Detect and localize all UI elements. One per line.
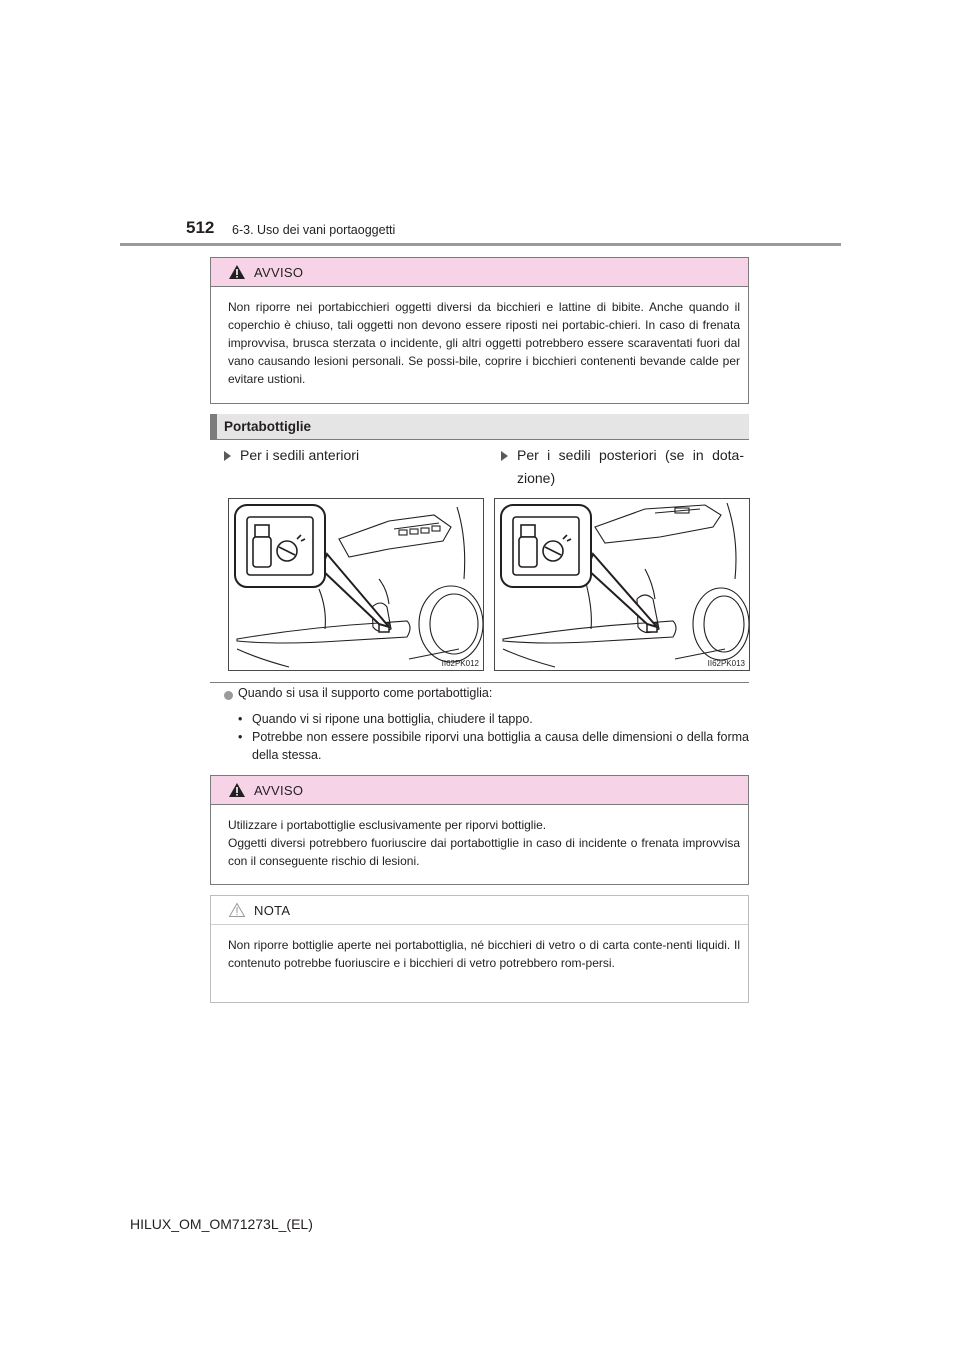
caption-arrow-icon	[224, 451, 231, 461]
header-rule	[120, 243, 841, 246]
door-bottle-holder-illustration	[229, 499, 483, 670]
warning-label: AVVISO	[254, 782, 304, 798]
figure-rear-bottle-holder	[494, 498, 750, 671]
warning-text-line2: Oggetti diversi potrebbero fuoriuscire dai portabottiglie in caso di incidente o frenata improvvisa con il conseguente rischio di lesioni.	[228, 836, 740, 868]
usage-item	[238, 710, 749, 728]
note-text: Non riporre bottiglie aperte nei portabottiglia, né bicchieri di vetro o di carta conte-nenti liquidi. Il contenuto potrebbe fuoriuscire e i bicchieri di vetro potrebbero rom-persi.	[228, 938, 740, 970]
note-box	[210, 895, 749, 1003]
warning-box	[210, 775, 749, 885]
warning-header	[211, 258, 748, 287]
figure-code: II62PK013	[707, 659, 745, 668]
warning-box	[210, 257, 749, 404]
warning-triangle-icon	[228, 264, 246, 280]
caption-arrow-icon	[501, 451, 508, 461]
warning-text-line1: Utilizzare i portabottiglie esclusivamente per riporvi bottiglie.	[228, 818, 547, 832]
usage-item	[238, 728, 749, 764]
page-number: 512	[186, 218, 215, 237]
note-header	[211, 896, 748, 925]
caution-triangle-outline-icon	[228, 902, 246, 918]
usage-lead: Quando si usa il supporto come portabottiglia:	[238, 686, 493, 700]
figure-code: II62PK012	[441, 659, 479, 668]
caption-front: Per i sedili anteriori	[240, 447, 360, 463]
figure-front-bottle-holder	[228, 498, 484, 671]
section-subheading	[210, 414, 749, 439]
document-code: HILUX_OM_OM71273L_(EL)	[130, 1216, 313, 1232]
note-label: NOTA	[254, 902, 291, 918]
bullet-dot-icon: •	[238, 712, 243, 726]
bullet-dot-icon: •	[238, 730, 243, 744]
caption-rear: Per i sedili posteriori (se in dota-zione)	[517, 447, 744, 486]
subheading-rule	[210, 439, 749, 440]
section-title: 6-3. Uso dei vani portaoggetti	[232, 223, 396, 237]
warning-triangle-icon	[228, 782, 246, 798]
warning-header	[211, 776, 748, 805]
usage-item-text: Quando vi si ripone una bottiglia, chiudere il tappo.	[252, 712, 533, 726]
subheading-label: Portabottiglie	[224, 419, 311, 434]
section-rule	[210, 682, 749, 683]
bullet-circle-icon	[224, 691, 233, 700]
door-bottle-holder-illustration	[495, 499, 749, 670]
warning-text: Non riporre nei portabicchieri oggetti diversi da bicchieri e lattine di bibite. Anche quando il coperchio è chiuso, tali oggetti non devono essere riposti nei portabic-chieri. In caso di frenata improvvisa, brusca sterzata o incidente, gli altri oggetti potrebbero essere scaraventati fuori dal vano causando lesioni personali. Se possi-bile, coprire i bicchieri contenenti bevande calde per evitare ustioni.	[228, 300, 740, 386]
usage-item-text: Potrebbe non essere possibile riporvi una bottiglia a causa delle dimensioni o della forma della stessa.	[252, 730, 749, 762]
warning-label: AVVISO	[254, 264, 304, 280]
